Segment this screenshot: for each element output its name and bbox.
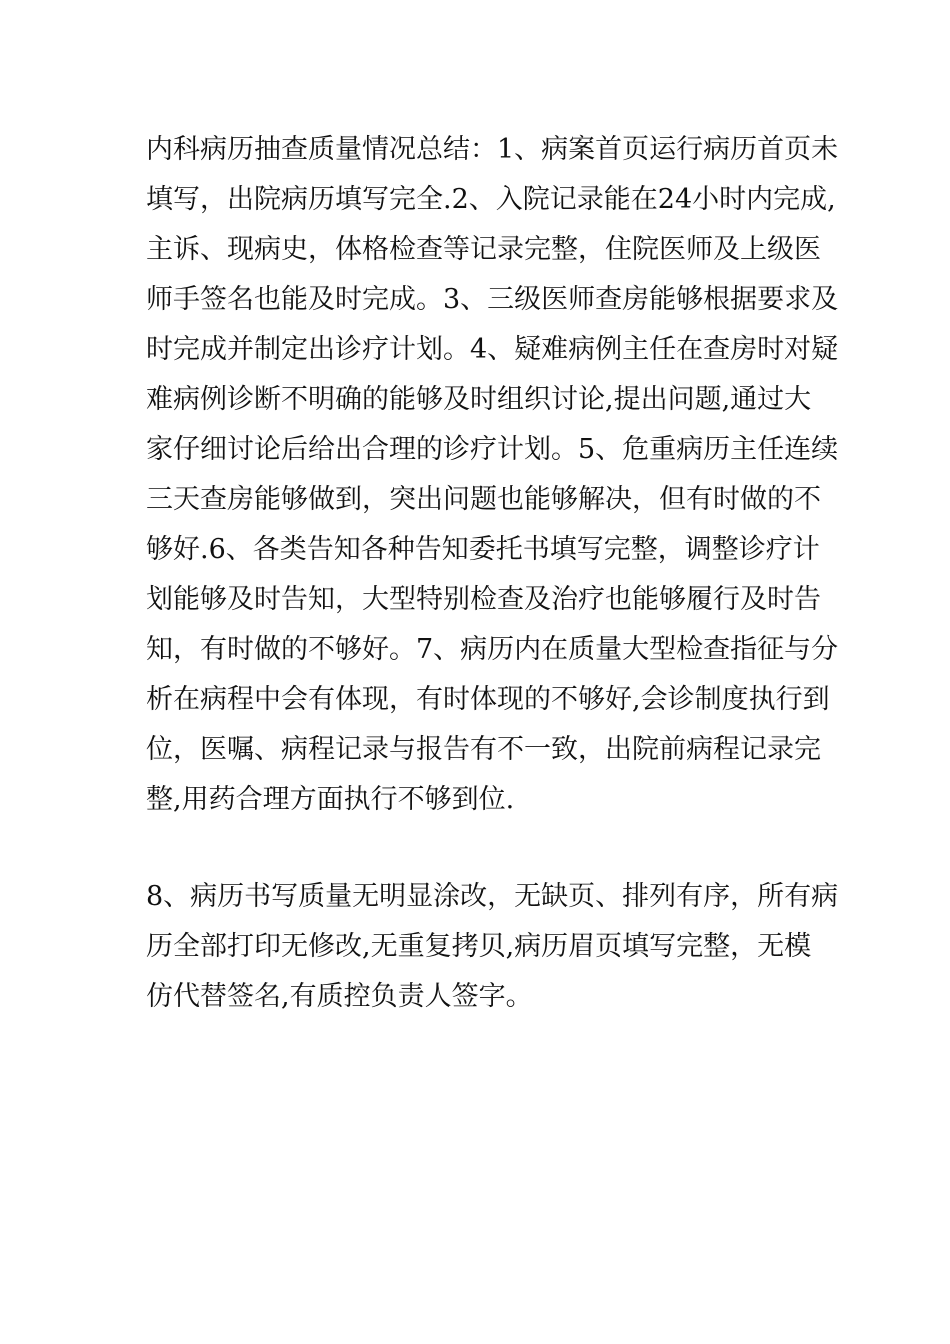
text-line: 难病例诊断不明确的能够及时组织讨论,提出问题,通过大 [146, 384, 812, 415]
text-line: 8、病历书写质量无明显涂改，无缺页、排列有序，所有病 [146, 881, 839, 912]
text-line: 时完成并制定出诊疗计划。4、疑难病例主任在查房时对疑 [146, 334, 839, 365]
text-line: 主诉、现病史，体格检查等记录完整，住院医师及上级医 [146, 234, 821, 265]
text-line: 三天查房能够做到，突出问题也能够解决，但有时做的不 [146, 484, 821, 515]
text-line: 划能够及时告知，大型特别检查及治疗也能够履行及时告 [146, 584, 821, 615]
text-line: 历全部打印无修改,无重复拷贝,病历眉页填写完整，无模 [146, 931, 812, 962]
text-line: 内科病历抽查质量情况总结：1、病案首页运行病历首页未 [146, 134, 839, 165]
text-line: 够好.6、各类告知各种告知委托书填写完整，调整诊疗计 [146, 534, 820, 565]
text-line: 知，有时做的不够好。7、病历内在质量大型检查指征与分 [146, 634, 839, 665]
text-line: 师手签名也能及时完成。3、三级医师查房能够根据要求及 [146, 284, 839, 315]
text-line: 家仔细讨论后给出合理的诊疗计划。5、危重病历主任连续 [146, 434, 839, 465]
text-line: 整,用药合理方面执行不够到位. [146, 784, 515, 815]
text-line: 位，医嘱、病程记录与报告有不一致，出院前病程记录完 [146, 734, 821, 765]
text-line: 析在病程中会有体现，有时体现的不够好,会诊制度执行到 [146, 684, 830, 715]
text-line: 填写，出院病历填写完全.2、入院记录能在24小时内完成, [146, 184, 836, 215]
text-line: 仿代替签名,有质控负责人签字。 [146, 981, 533, 1012]
